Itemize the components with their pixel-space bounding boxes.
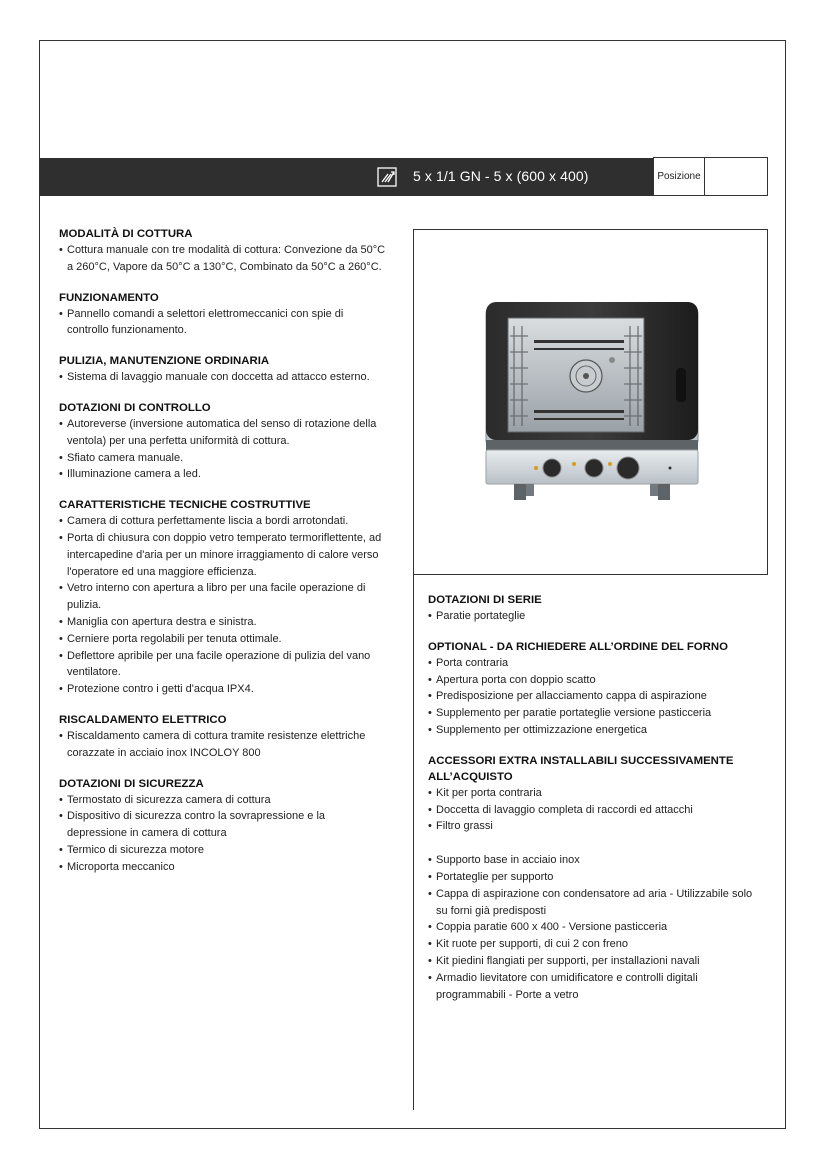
list-item: • Cerniere porta regolabili per tenuta ottimale.	[59, 631, 404, 648]
list-item: • Maniglia con apertura destra e sinistra.	[59, 614, 404, 631]
section-title: ACCESSORI EXTRA INSTALLABILI SUCCESSIVAMENTE ALL’ACQUISTO	[428, 754, 734, 783]
list-item: • Sfiato camera manuale.	[59, 450, 404, 467]
oven-illustration	[414, 230, 767, 574]
list-item: • Kit per porta contraria	[428, 785, 773, 802]
list-item: • Cottura manuale con tre modalità di cottura: Convezione da 50°C a 260°C, Vapore da 50°C a 130°C, Combinato da 50°C a 260°C.	[59, 242, 404, 276]
list-item: • Supplemento per paratie portateglie versione pasticceria	[428, 705, 773, 722]
section	[428, 592, 773, 625]
list-item: • Pannello comandi a selettori elettromeccanici con spie di controllo funzionamento.	[59, 306, 404, 340]
list-item: • Supplemento per ottimizzazione energetica	[428, 722, 773, 739]
list-item: • Kit ruote per supporti, di cui 2 con freno	[428, 936, 773, 953]
section-title: RISCALDAMENTO ELETTRICO	[59, 713, 227, 726]
column-divider	[413, 575, 414, 1110]
list-item: • Portateglie per supporto	[428, 869, 773, 886]
section-title: OPTIONAL - DA RICHIEDERE ALL’ORDINE DEL FORNO	[428, 640, 728, 653]
section-title: MODALITÀ DI COTTURA	[59, 228, 193, 240]
section-title: DOTAZIONI DI CONTROLLO	[59, 401, 211, 414]
list-item: • Porta contraria	[428, 655, 773, 672]
product-image	[413, 229, 768, 575]
list-item: • Filtro grassi	[428, 818, 773, 835]
list-item: • Paratie portateglie	[428, 608, 773, 625]
position-value-box	[704, 157, 768, 196]
list-item: • Porta di chiusura con doppio vetro temperato termoriflettente, ad intercapedine d'aria per un minore irraggiamento di calore verso l'operatore ed una maggiore efficienza.	[59, 530, 404, 580]
section-title: CARATTERISTICHE TECNICHE COSTRUTTIVE	[59, 499, 311, 512]
section-title: FUNZIONAMENTO	[59, 291, 159, 304]
section	[428, 753, 773, 835]
page-title: 5 x 1/1 GN - 5 x (600 x 400)	[413, 168, 589, 184]
left-column	[59, 226, 404, 876]
list-item: • Illuminazione camera a led.	[59, 466, 404, 483]
section	[59, 290, 404, 340]
list-item: • Doccetta di lavaggio completa di raccordi ed attacchi	[428, 802, 773, 819]
section-title: DOTAZIONI DI SICUREZZA	[59, 777, 204, 790]
section	[59, 226, 404, 276]
section	[428, 852, 773, 1003]
list-item: • Autoreverse (inversione automatica del senso di rotazione della ventola) per una perfetta uniformità di cottura.	[59, 416, 404, 450]
list-item: • Riscaldamento camera di cottura tramite resistenze elettriche corazzate in acciaio inox INCOLOY 800	[59, 728, 404, 762]
list-item: • Armadio lievitatore con umidificatore e controlli digitali programmabili - Porte a vetro	[428, 970, 773, 1004]
section	[59, 776, 404, 876]
list-item: • Microporta meccanico	[59, 859, 404, 876]
section-title: PULIZIA, MANUTENZIONE ORDINARIA	[59, 355, 270, 368]
list-item: • Protezione contro i getti d'acqua IPX4.	[59, 681, 404, 698]
section	[59, 497, 404, 698]
section	[428, 639, 773, 739]
section-title: DOTAZIONI DI SERIE	[428, 594, 542, 606]
list-item: • Camera di cottura perfettamente liscia a bordi arrotondati.	[59, 513, 404, 530]
section	[59, 712, 404, 762]
list-item: • Dispositivo di sicurezza contro la sovrapressione e la depressione in camera di cottura	[59, 808, 404, 842]
right-column	[428, 592, 773, 1003]
list-item: • Predisposizione per allacciamento cappa di aspirazione	[428, 688, 773, 705]
list-item: • Supporto base in acciaio inox	[428, 852, 773, 869]
section	[59, 353, 404, 386]
list-item: • Deflettore apribile per una facile operazione di pulizia del vano ventilatore.	[59, 648, 404, 682]
section	[59, 400, 404, 483]
list-item: • Termostato di sicurezza camera di cottura	[59, 792, 404, 809]
position-label: Posizione	[653, 157, 705, 196]
list-item: • Coppia paratie 600 x 400 - Versione pasticceria	[428, 919, 773, 936]
list-item: • Apertura porta con doppio scatto	[428, 672, 773, 689]
lightning-bolt-icon	[377, 167, 397, 187]
list-item: • Cappa di aspirazione con condensatore ad aria - Utilizzabile solo su forni già predisposti	[428, 886, 773, 920]
list-item: • Termico di sicurezza motore	[59, 842, 404, 859]
list-item: • Kit piedini flangiati per supporti, per installazioni navali	[428, 953, 773, 970]
list-item: • Vetro interno con apertura a libro per una facile operazione di pulizia.	[59, 580, 404, 614]
list-item: • Sistema di lavaggio manuale con doccetta ad attacco esterno.	[59, 369, 404, 386]
